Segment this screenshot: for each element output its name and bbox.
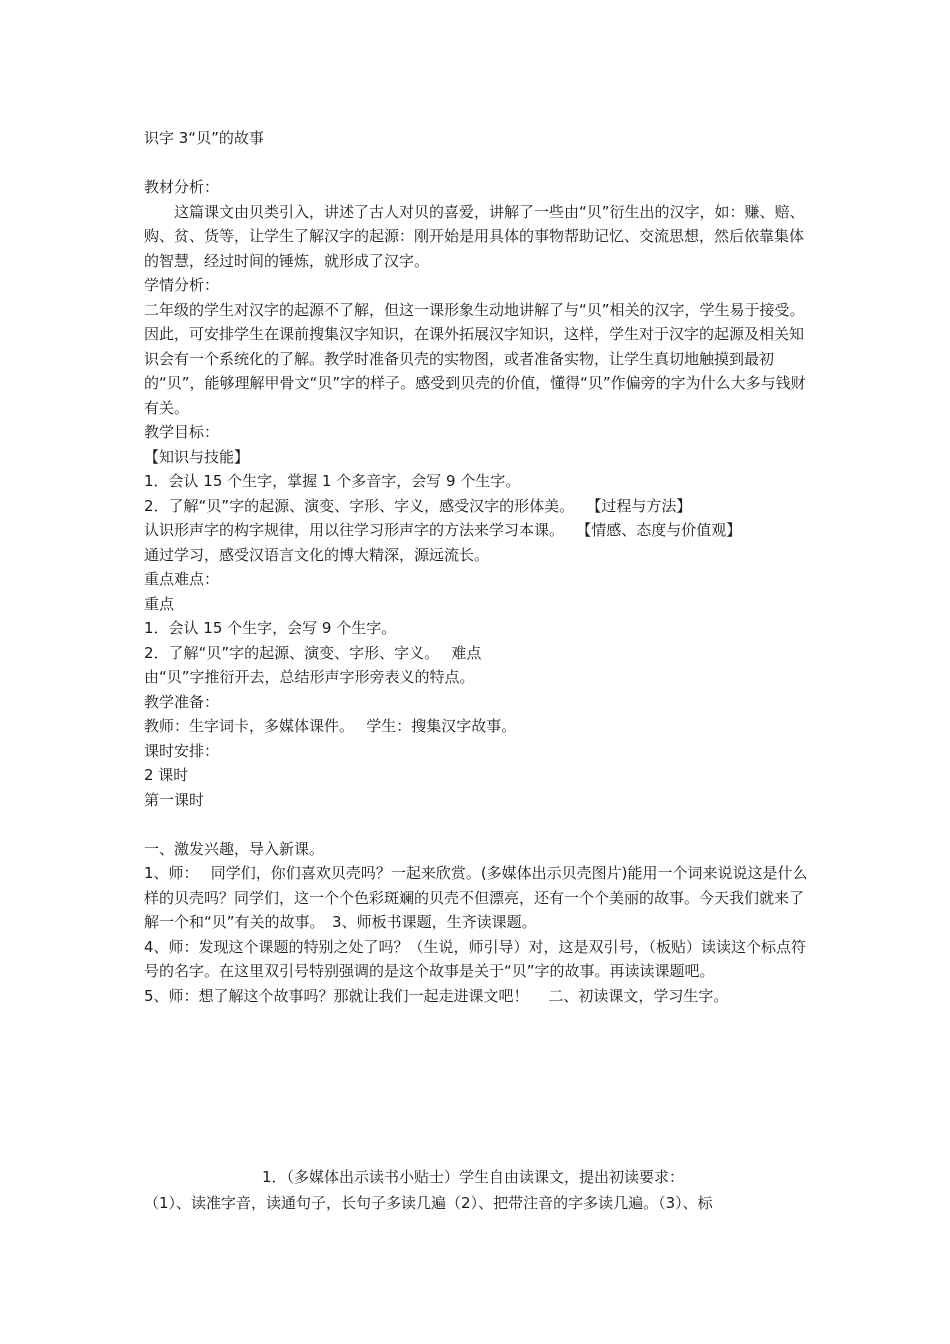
- heading-schedule: 课时安排：: [144, 741, 220, 760]
- blank-line: [144, 812, 812, 837]
- step-1-item-5: 5、师：想了解这个故事吗？那就让我们一起走进课文吧！ 二、初读课文，学习生字。: [144, 986, 729, 1005]
- document-body: [144, 126, 812, 1008]
- key-item-2: 2．了解“贝”字的起源、演变、字形、字义。 难点: [144, 643, 482, 662]
- heading-first-lesson: 第一课时: [144, 790, 205, 809]
- schedule-hours: 2 课时: [144, 766, 189, 784]
- heading-teaching-goals: 教学目标：: [144, 423, 220, 441]
- difficult-item: 由“贝”字推衍开去，总结形声字形旁表义的特点。: [144, 668, 475, 686]
- heading-key-difficult: 重点难点：: [144, 570, 220, 588]
- reading-requirements: （1）、读准字音，读通句子，长句子多读几遍（2）、把带注音的字多读几遍。（3）、标: [144, 1194, 713, 1212]
- subheading-key-points: 重点: [144, 594, 175, 613]
- reading-task-1: 1．（多媒体出示读书小贴士）学生自由读课文，提出初读要求：: [262, 1168, 685, 1186]
- goal-item-1: 1．会认 15 个生字，掌握 1 个多音字，会写 9 个生字。: [144, 472, 521, 490]
- step-1-item-1: 1、师： 同学们，你们喜欢贝壳吗？一起来欣赏。(多媒体出示贝壳图片)能用一个词来说说这是什么样的贝壳吗？同学们，这一个个色彩斑斓的贝壳不但漂亮，还有一个个美丽的故事。今天我们就来了解一个和“贝”有关的故事。 3、师板书课题，生齐读课题。: [144, 864, 808, 931]
- paragraph-student-analysis: 二年级的学生对汉字的起源不了解，但这一课形象生动地讲解了与“贝”相关的汉字，学生易于接受。因此，可安排学生在课前搜集汉字知识，在课外拓展汉字知识，这样，学生对于汉字的起源及相关知识会有一个系统化的了解。教学时准备贝壳的实物图，或者准备实物，让学生真切地触摸到最初的“贝”，能够理解甲骨文“贝”字的样子。感受到贝壳的价值，懂得“贝”作偏旁的字为什么大多与钱财有关。: [144, 300, 806, 417]
- page-bottom-text: [144, 1164, 812, 1216]
- document-title: 识字 3“贝”的故事: [144, 129, 264, 147]
- goal-item-2: 2．了解“贝”字的起源、演变、字形、字义，感受汉字的形体美。 【过程与方法】: [144, 496, 692, 515]
- heading-teaching-preparation: 教学准备：: [144, 692, 220, 711]
- paragraph-material-analysis: 这篇课文由贝类引入，讲述了古人对贝的喜爱，讲解了一些由“贝”衍生出的汉字，如：赚、赔、购、贫、货等，让学生了解汉字的起源：刚开始是用具体的事物帮助记忆、交流思想，然后依靠集体的智慧，经过时间的锤炼，就形成了汉字。: [144, 202, 805, 270]
- heading-material-analysis: 教材分析：: [144, 178, 220, 196]
- preparation-item: 教师：生字词卡，多媒体课件。 学生：搜集汉字故事。: [144, 717, 517, 735]
- key-item-1: 1．会认 15 个生字，会写 9 个生字。: [144, 619, 397, 637]
- goal-process-method: 认识形声字的构字规律，用以往学习形声字的方法来学习本课。 【情感、态度与价值观】: [144, 521, 742, 539]
- step-1-item-4: 4、师：发现这个课题的特别之处了吗？（生说，师引导）对，这是双引号，（板贴）读读这个标点符号的名字。在这里双引号特别强调的是这个故事是关于“贝”字的故事。再读读课题吧。: [144, 937, 807, 980]
- subheading-knowledge-skills: 【知识与技能】: [144, 447, 250, 466]
- heading-student-analysis: 学情分析：: [144, 276, 220, 294]
- goal-emotion-attitude: 通过学习，感受汉语言文化的博大精深，源远流长。: [144, 545, 490, 564]
- step-1-heading: 一、激发兴趣，导入新课。: [144, 839, 325, 858]
